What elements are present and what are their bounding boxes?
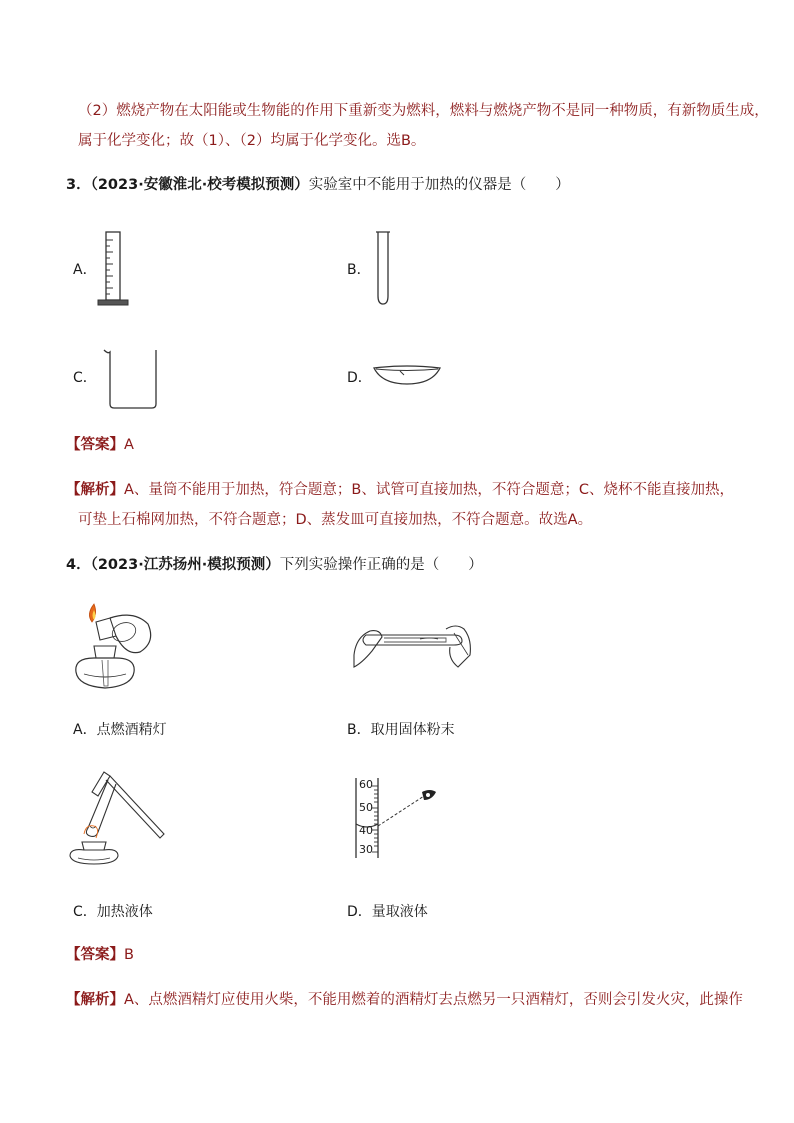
- answer-value: A: [124, 437, 134, 453]
- q4-analysis-line-1: [66, 990, 743, 1010]
- answer-tag: 【答案】: [66, 437, 124, 453]
- question-source: （2023·安徽淮北·校考模拟预测）: [90, 177, 309, 193]
- measuring-liquid-figure: [352, 776, 442, 866]
- question-4-stem: [66, 555, 483, 575]
- analysis-tag: 【解析】: [66, 482, 124, 498]
- test-tube-figure: [374, 230, 392, 310]
- option-b-label: B．: [347, 262, 371, 278]
- intro-line-1: （2）燃烧产物在太阳能或生物能的作用下重新变为燃料，燃料与燃烧产物不是同一种物质，有新物质生成，: [78, 103, 769, 119]
- question-3-stem: [66, 175, 570, 195]
- option-a-label: A．: [73, 262, 97, 278]
- tick-label-40: 40: [359, 824, 373, 837]
- option-d-label: D．: [347, 370, 372, 386]
- heating-liquid-figure: [66, 768, 170, 870]
- question-source: （2023·江苏扬州·模拟预测）: [90, 557, 280, 573]
- question-number: 4．: [66, 557, 91, 573]
- q4-option-b-label: B．取用固体粉末: [347, 722, 455, 738]
- q3-analysis-line-1: [66, 480, 734, 500]
- lighting-alcohol-lamp-figure: [64, 600, 164, 696]
- answer-value: B: [124, 947, 134, 963]
- question-text: 实验室中不能用于加热的仪器是（ ）: [308, 177, 570, 193]
- intro-line-2: 属于化学变化；故（1）、（2）均属于化学变化。选B。: [78, 133, 426, 149]
- taking-solid-powder-figure: [350, 615, 476, 675]
- analysis-text: A、点燃酒精灯应使用火柴，不能用燃着的酒精灯去点燃另一只酒精灯，否则会引发火灾，此操作: [124, 992, 743, 1008]
- q4-option-a-label: A．点燃酒精灯: [73, 722, 167, 738]
- q4-option-d-label: D．量取液体: [347, 904, 428, 920]
- answer-tag: 【答案】: [66, 947, 124, 963]
- q3-analysis-line-2: 可垫上石棉网加热，不符合题意；D、蒸发皿可直接加热，不符合题意。故选A。: [78, 512, 593, 528]
- tick-label-60: 60: [359, 778, 373, 791]
- analysis-text: A、量筒不能用于加热，符合题意；B、试管可直接加热，不符合题意；C、烧杯不能直接加热，: [124, 482, 734, 498]
- evaporating-dish-figure: [372, 362, 442, 390]
- analysis-tag: 【解析】: [66, 992, 124, 1008]
- q4-answer: [66, 945, 134, 965]
- q3-answer: [66, 435, 134, 455]
- tick-label-50: 50: [359, 801, 373, 814]
- q4-option-c-label: C．加热液体: [73, 904, 153, 920]
- tick-label-30: 30: [359, 843, 373, 856]
- beaker-figure: [102, 346, 158, 414]
- graduated-cylinder-figure: [96, 230, 130, 312]
- option-c-label: C．: [73, 370, 97, 386]
- question-number: 3．: [66, 177, 91, 193]
- question-text: 下列实验操作正确的是（ ）: [279, 557, 483, 573]
